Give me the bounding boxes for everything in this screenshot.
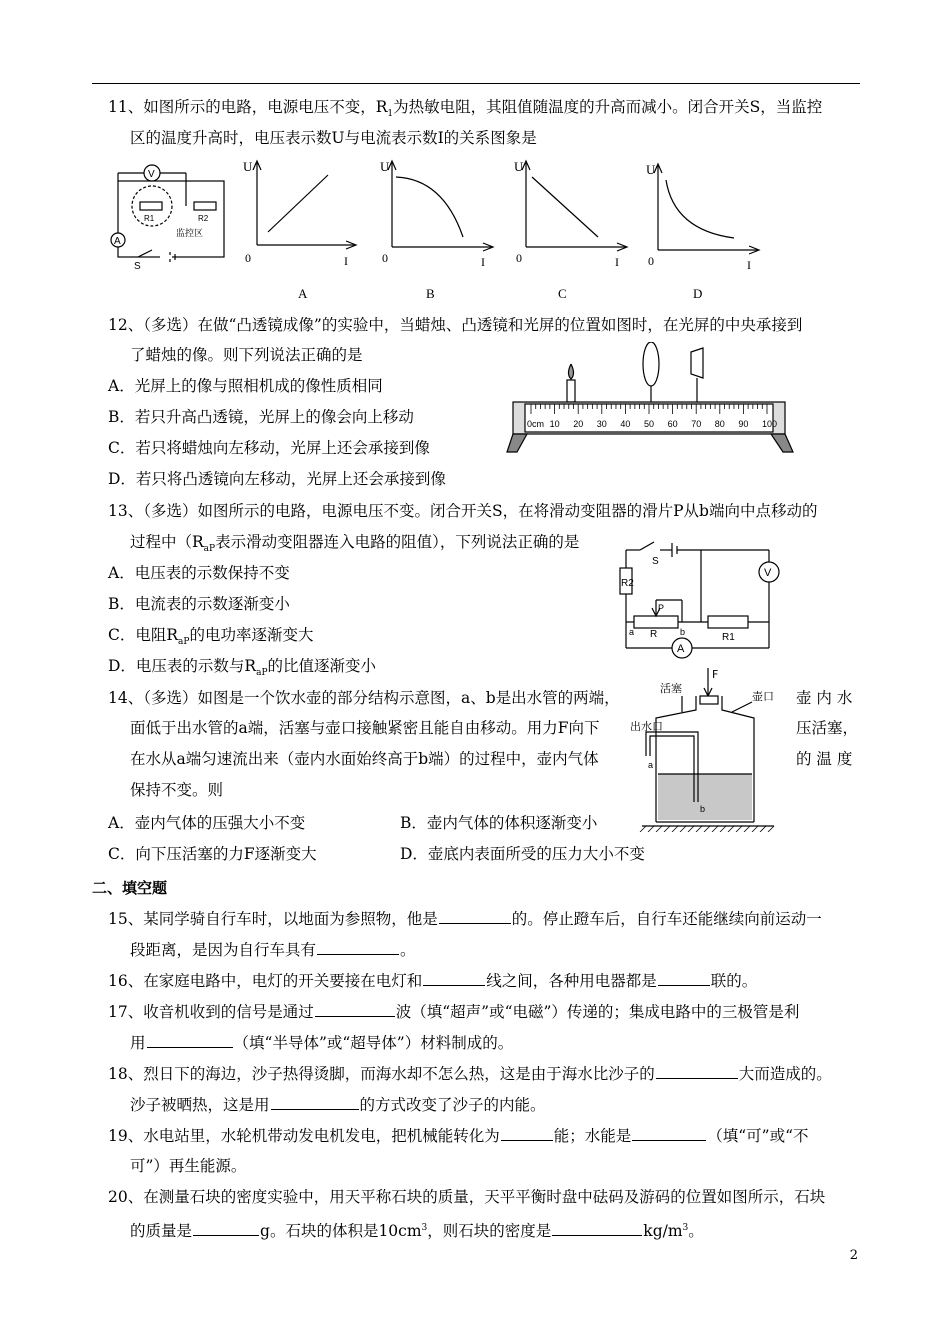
svg-text:V: V bbox=[764, 567, 772, 579]
ground-hatch bbox=[664, 826, 670, 832]
svg-text:0: 0 bbox=[648, 254, 654, 268]
q15-blank-2[interactable] bbox=[317, 938, 399, 955]
ground-hatch bbox=[648, 826, 654, 832]
ground-hatch bbox=[672, 826, 678, 832]
q14-line3a: 在水从a端匀速流出来（壶内水面始终高于b端）的过程中，壶内气体 bbox=[130, 750, 599, 768]
q17-blank-1[interactable] bbox=[315, 1000, 395, 1017]
q14-line4: 保持不变。则 bbox=[130, 781, 224, 799]
q11-graph-a bbox=[240, 155, 370, 270]
ground-hatch bbox=[744, 826, 750, 832]
q12-option-d: D．若只将凸透镜向左移动，光屏上还会承接到像 bbox=[108, 470, 446, 488]
q15-blank-1[interactable] bbox=[439, 907, 511, 924]
q11-line2: 区的温度升高时，电压表示数U与电流表示数I的关系图象是 bbox=[130, 129, 537, 147]
q11-circuit-diagram bbox=[100, 158, 235, 276]
svg-text:P: P bbox=[658, 603, 665, 613]
svg-text:活塞: 活塞 bbox=[660, 682, 682, 695]
ground-hatch bbox=[696, 826, 702, 832]
ground-hatch bbox=[704, 826, 710, 832]
svg-text:b: b bbox=[680, 627, 686, 637]
ground-hatch bbox=[760, 826, 766, 832]
svg-text:S: S bbox=[652, 556, 659, 567]
q13-option-b: B．电流表的示数逐渐变小 bbox=[108, 595, 290, 613]
q19-blank-1[interactable] bbox=[501, 1124, 553, 1141]
q12-option-b: B．若只升高凸透镜，光屏上的像会向上移动 bbox=[108, 408, 414, 426]
ammeter-label: A bbox=[114, 236, 121, 247]
q12-optical-bench bbox=[505, 342, 795, 457]
q11-graph-c bbox=[512, 155, 642, 270]
q14-option-a: A．壶内气体的压强大小不变 bbox=[108, 814, 306, 832]
q14-line2b: 压活塞， bbox=[796, 719, 859, 737]
svg-text:壶口: 壶口 bbox=[752, 690, 774, 703]
ground-hatch bbox=[728, 826, 734, 832]
ruler-label: 70 bbox=[691, 419, 702, 429]
r1-label: R1 bbox=[144, 214, 155, 223]
svg-text:出水口: 出水口 bbox=[630, 720, 663, 733]
q13-line1: 13、（多选）如图所示的电路，电源电压不变。闭合开关S，在将滑动变阻器的滑片P从b端向中点移动的 bbox=[108, 502, 818, 520]
voltmeter-label: V bbox=[148, 169, 155, 180]
q20-line2: 的质量是 g。石块的体积是$10cm^3$，则石块的密度是 $kg/m^3$。 bbox=[130, 1217, 704, 1242]
q12-line1: 12、（多选）在做“凸透镜成像”的实验中，当蜡烛、凸透镜和光屏的位置如图时，在光屏的中央承接到 bbox=[108, 316, 803, 334]
svg-text:U: U bbox=[243, 159, 253, 174]
svg-text:a: a bbox=[648, 760, 654, 770]
ground-hatch bbox=[736, 826, 742, 832]
q17-blank-2[interactable] bbox=[147, 1031, 233, 1048]
svg-text:A: A bbox=[677, 643, 685, 655]
q20-blank-1[interactable] bbox=[193, 1219, 259, 1236]
q18-blank-1[interactable] bbox=[656, 1062, 738, 1079]
r2-label: R2 bbox=[198, 214, 209, 223]
q18-line2: 沙子被晒热，这是用 的方式改变了沙子的内能。 bbox=[130, 1093, 546, 1116]
q14-line2a: 面低于出水管的a端，活塞与壶口接触紧密且能自由移动。用力F向下 bbox=[130, 719, 600, 737]
svg-text:U: U bbox=[380, 159, 390, 174]
svg-text:I: I bbox=[481, 255, 485, 269]
q13-circuit-diagram bbox=[612, 538, 787, 662]
q20-blank-2[interactable] bbox=[552, 1219, 642, 1236]
ground-hatch bbox=[656, 826, 662, 832]
svg-text:I: I bbox=[747, 258, 751, 272]
graph-letter-a: A bbox=[298, 286, 308, 301]
svg-text:I: I bbox=[344, 254, 348, 268]
svg-text:R1: R1 bbox=[722, 632, 735, 643]
svg-text:U: U bbox=[646, 162, 656, 177]
q15-line1: 15、某同学骑自行车时，以地面为参照物，他是 的。停止蹬车后，自行车还能继续向前运动一 bbox=[108, 907, 822, 930]
ruler-label: 10 bbox=[549, 419, 560, 429]
q11-graph-d bbox=[644, 158, 774, 273]
q12-line2: 了蜡烛的像。则下列说法正确的是 bbox=[130, 346, 363, 364]
q20-line1: 20、在测量石块的密度实验中，用天平称石块的质量，天平平衡时盘中砝码及游码的位置如图所示，石块 bbox=[108, 1188, 826, 1206]
q14-option-b: B．壶内气体的体积逐渐变小 bbox=[400, 814, 598, 832]
ground-hatch bbox=[688, 826, 694, 832]
q14-line3b: 的 温 度 bbox=[796, 750, 853, 768]
graph-letter-c: C bbox=[558, 286, 567, 301]
ground-hatch bbox=[768, 826, 774, 832]
q19-blank-2[interactable] bbox=[632, 1124, 706, 1141]
ground-hatch bbox=[752, 826, 758, 832]
ruler-label: 90 bbox=[738, 419, 749, 429]
svg-text:b: b bbox=[700, 804, 706, 814]
q14-option-c: C．向下压活塞的力F逐渐变大 bbox=[108, 845, 317, 863]
ground-hatch bbox=[680, 826, 686, 832]
section-fill-in-blank: 二、填空题 bbox=[92, 879, 168, 897]
q13-option-a: A．电压表的示数保持不变 bbox=[108, 564, 290, 582]
q15-line2: 段距离，是因为自行车具有 。 bbox=[130, 938, 416, 961]
switch-label: S bbox=[134, 261, 141, 272]
svg-text:R2: R2 bbox=[621, 578, 634, 589]
graph-letter-b: B bbox=[426, 286, 435, 301]
q13-option-c: C．电阻$R_{aP}$的电功率逐渐变大 bbox=[108, 626, 314, 648]
q12-option-a: A．光屏上的像与照相机成的像性质相同 bbox=[108, 377, 383, 395]
page-number: 2 bbox=[849, 1248, 858, 1263]
q14-line1a: 14、（多选）如图是一个饮水壶的部分结构示意图，a、b是出水管的两端， bbox=[108, 689, 620, 707]
ruler-label: 60 bbox=[667, 419, 678, 429]
header-rule bbox=[92, 83, 860, 84]
ground-hatch bbox=[712, 826, 718, 832]
q16-blank-1[interactable] bbox=[423, 969, 485, 986]
q13-line2: 过程中（$R_{aP}$表示滑动变阻器连入电路的阻值），下列说法正确的是 bbox=[130, 533, 580, 555]
q18-line1: 18、烈日下的海边，沙子热得烫脚，而海水却不怎么热，这是由于海水比沙子的 大而造成的。 bbox=[108, 1062, 832, 1085]
svg-text:0: 0 bbox=[245, 251, 251, 265]
svg-text:R: R bbox=[650, 629, 658, 640]
q16-line: 16、在家庭电路中，电灯的开关要接在电灯和 线之间，各种用电器都是 联的。 bbox=[108, 969, 757, 992]
svg-text:I: I bbox=[615, 255, 619, 269]
q12-option-c: C．若只将蜡烛向左移动，光屏上还会承接到像 bbox=[108, 439, 430, 457]
svg-text:a: a bbox=[629, 627, 635, 637]
svg-text:0: 0 bbox=[382, 251, 388, 265]
ground-hatch bbox=[640, 826, 646, 832]
svg-text:F: F bbox=[712, 668, 719, 681]
q18-blank-2[interactable] bbox=[271, 1093, 359, 1110]
ruler-label: 40 bbox=[620, 419, 631, 429]
q11-line1: 11、如图所示的电路，电源电压不变，$R_1$为热敏电阻，其阻值随温度的升高而减小。闭合开关S，当监控 bbox=[108, 98, 823, 120]
q14-line1b: 壶 内 水 bbox=[796, 689, 853, 707]
monitor-zone-label: 监控区 bbox=[176, 229, 204, 239]
ruler-label: 20 bbox=[573, 419, 584, 429]
q19-line2: 可”）再生能源。 bbox=[130, 1157, 247, 1175]
q14-kettle-diagram bbox=[628, 664, 788, 832]
q19-line1: 19、水电站里，水轮机带动发电机发电，把机械能转化为 能；水能是 （填“可”或“不 bbox=[108, 1124, 809, 1147]
ruler-label: 0cm bbox=[527, 419, 545, 429]
graph-letter-d: D bbox=[693, 286, 703, 301]
svg-text:U: U bbox=[514, 159, 524, 174]
q13-option-d: D．电压表的示数与$R_{aP}$的比值逐渐变小 bbox=[108, 657, 377, 679]
ruler-label: 50 bbox=[644, 419, 655, 429]
q17-line1: 17、收音机收到的信号是通过 波（填“超声”或“电磁”）传递的；集成电路中的三极管是利 bbox=[108, 1000, 799, 1023]
ground-hatch bbox=[720, 826, 726, 832]
q14-option-d: D．壶底内表面所受的压力大小不变 bbox=[400, 845, 645, 863]
q17-line2: 用 （填“半导体”或“超导体”）材料制成的。 bbox=[130, 1031, 513, 1054]
ruler-label: 100 bbox=[762, 419, 778, 429]
svg-text:0: 0 bbox=[516, 251, 522, 265]
ruler-label: 80 bbox=[714, 419, 725, 429]
q11-graph-b bbox=[378, 155, 508, 270]
ruler-label: 30 bbox=[596, 419, 607, 429]
q16-blank-2[interactable] bbox=[658, 969, 710, 986]
